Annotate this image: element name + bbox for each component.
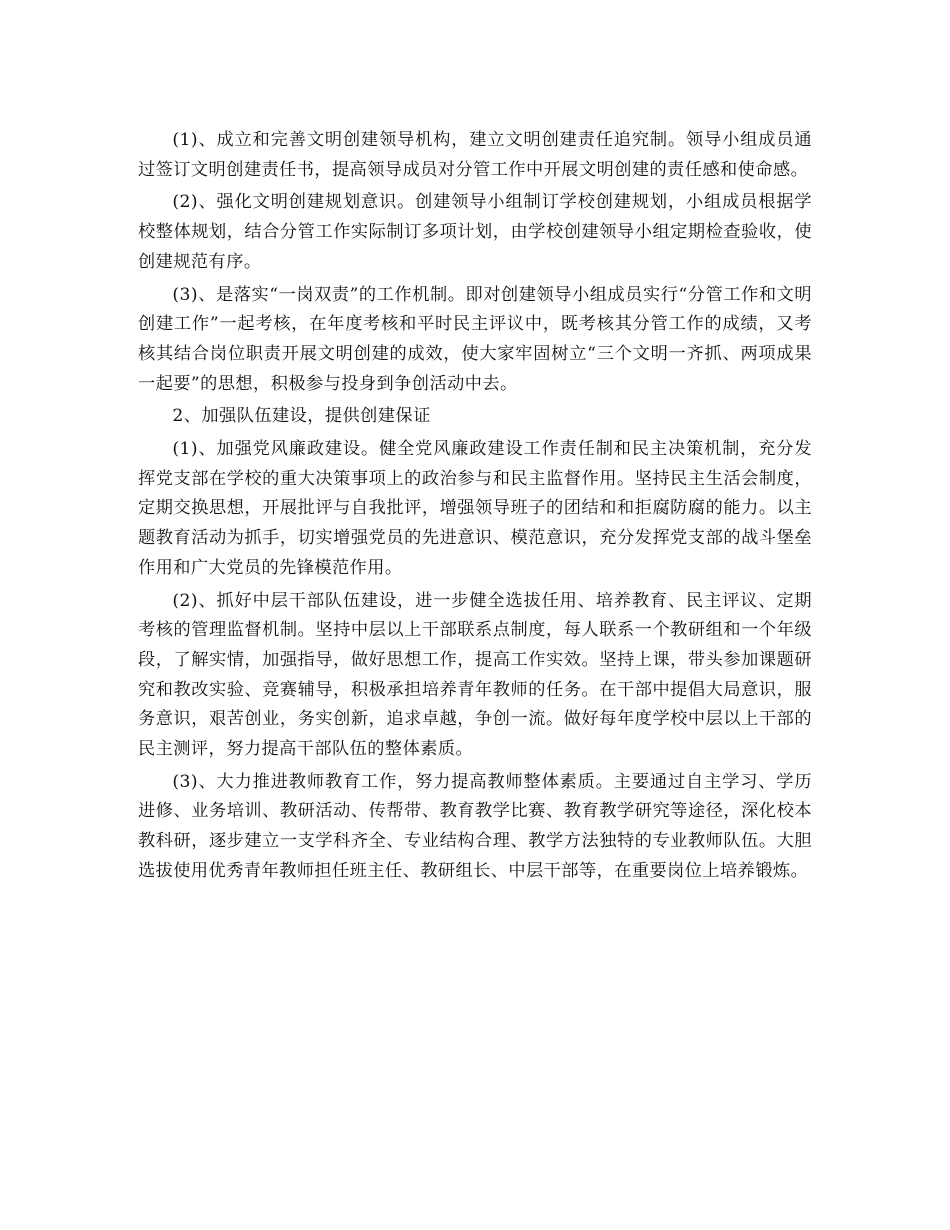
paragraph-leadership-organization: (1)、成立和完善文明创建领导机构，建立文明创建责任追究制。领导小组成员通过签订文明创建责任书，提高领导成员对分管工作中开展文明创建的责任感和使命感。 [138, 130, 812, 180]
paragraph-middle-cadre: (2)、抓好中层干部队伍建设，进一步健全选拔任用、培养教育、民主评议、定期考核的管理监督机制。坚持中层以上干部联系点制度，每人联系一个教研组和一个年级段，了解实情，加强指导，做好思想工作，提高工作实效。坚持上课，带头参加课题研究和教改实验、竞赛辅导，积极承担培养青年教师的任务。在干部中提倡大局意识，服务意识，艰苦创业，务实创新，追求卓越，争创一流。做好每年度学校中层以上干部的民主测评，努力提高干部队伍的整体素质。 [138, 590, 812, 760]
section-heading-team-building: 2、加强队伍建设，提供创建保证 [172, 406, 431, 427]
paragraph-party-integrity: (1)、加强党风廉政建设。健全党风廉政建设工作责任制和民主决策机制，充分发挥党支部在学校的重大决策事项上的政治参与和民主监督作用。坚持民主生活会制度，定期交换思想，开展批评与自我批评，增强领导班子的团结和和拒腐防腐的能力。以主题教育活动为抓手，切实增强党员的先进意识、模范意识，充分发挥党支部的战斗堡垒作用和广大党员的先锋模范作用。 [138, 439, 812, 578]
paragraph-creation-planning: (2)、强化文明创建规划意识。创建领导小组制订学校创建规划，小组成员根据学校整体规划，结合分管工作实际制订多项计划，由学校创建领导小组定期检查验收，使创建规范有序。 [138, 192, 812, 272]
paragraph-teacher-education: (3)、大力推进教师教育工作，努力提高教师整体素质。主要通过自主学习、学历进修、业务培训、教研活动、传帮带、教育教学比赛、教育教学研究等途径，深化校本教科研，逐步建立一支学科齐全、专业结构合理、教学方法独特的专业教师队伍。大胆选拔使用优秀青年教师担任班主任、教研组长、中层干部等，在重要岗位上培养锻炼。 [138, 771, 812, 881]
paragraph-one-post-two-duties: (3)、是落实“一岗双责”的工作机制。即对创建领导小组成员实行“分管工作和文明创建工作”一起考核，在年度考核和平时民主评议中，既考核其分管工作的成绩，又考核其结合岗位职责开展文明创建的成效，使大家牢固树立“三个文明一齐抓、两项成果一起要”的思想，积极参与投身到争创活动中去。 [138, 284, 812, 394]
